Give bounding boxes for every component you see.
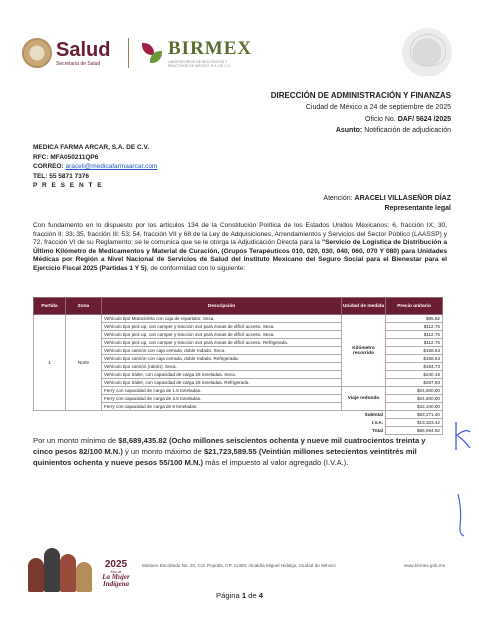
year-number: 2025: [104, 559, 128, 570]
desc-cell: Vehículo tipo tráiler, con capacidad de carga 25 toneladas. Refrigerada.: [102, 379, 342, 387]
page-number: Página 1 de 4: [216, 591, 263, 600]
direction-title: DIRECCIÓN DE ADMINISTRACIÓN Y FINANZAS: [270, 91, 451, 100]
recipient-rfc: RFC: MFA050211QP6: [33, 153, 99, 161]
iva-row: [34, 419, 443, 427]
table-row: [34, 315, 443, 323]
header-zona: Zona: [66, 298, 102, 315]
birmex-logo-subtitle: LABORATORIOS DE BIOLÓGICOS Y REACTIVOS DE MÉXICO, S.A. DE C.V.: [168, 60, 231, 68]
header-unidad: Unidad de medida: [342, 298, 386, 315]
iva-label: I.V.A.: [371, 420, 383, 425]
footer-address: Mariano Escobedo No. 20, Col. Popotla, CP. 11400, Alcaldía Miguel Hidalgo, Ciudad de México: [142, 563, 336, 568]
recipient-block: [33, 143, 157, 191]
salud-logo-subtitle: Secretaría de Salud: [56, 60, 101, 67]
initial-mark-icon: [450, 418, 474, 456]
unit-km-cell: Kilómetro recorrido: [342, 315, 386, 387]
price-cell: $32,340.00: [386, 403, 443, 411]
asunto-line: [336, 127, 451, 134]
header-divider: [128, 38, 129, 68]
eagle-watermark-icon: [398, 24, 456, 76]
year-subtitle: Año de: [110, 570, 122, 574]
price-cell: $24,800.00: [386, 395, 443, 403]
attention-block: [323, 194, 451, 213]
price-cell: $184.73: [386, 363, 443, 371]
price-cell: $112.75: [386, 323, 443, 331]
birmex-leaf-icon: [140, 41, 164, 67]
partida-cell: 1: [34, 315, 66, 411]
desc-cell: Ferry con capacidad de carga de 3.5 toneladas.: [102, 395, 342, 403]
service-name: "Servicio de Logística de Distribución a Último Kilómetro de Medicamentos y Material de Curación, (Grupos Terapéuticos 010, 020, 030, 040, 060, 070 Y 080) para Unidades Médicas por Región a Nivel Nacional de Servicios de Salud del Instituto Mexicano del Seguro Social para el Bienestar para el Ejercicio Fiscal 2025 (Partidas 1 Y 5): [33, 239, 447, 272]
price-cell: $112.75: [386, 339, 443, 347]
body-closing: , de conformidad con lo siguiente:: [146, 264, 246, 272]
iva-value: $13,323.42: [386, 419, 443, 427]
oficio-label: Oficio No.: [365, 116, 398, 123]
header-precio: Precio unitario: [386, 298, 443, 315]
desc-cell: Ferry con capacidad de carga de 1.5 toneladas.: [102, 387, 342, 395]
year-line-2: Indígena: [102, 580, 130, 588]
desc-cell: Vehículo tipo pick up, con camper y tracción 4x4 para zonas de difícil acceso. Seca.: [102, 323, 342, 331]
header-descripcion: Descripción: [102, 298, 342, 315]
recipient-email-link[interactable]: araceli@medicafarmaarcar.com: [65, 163, 158, 171]
desc-cell: Vehículo tipo Motocicleta con caja de repartidor. Seca.: [102, 315, 342, 323]
minimum-amount: $8,689,435.82 (Ocho millones seiscientos ochenta y nueve mil cuatrocientos treinta y cinco pesos 82/100 M.N.): [33, 436, 426, 456]
price-cell: $112.75: [386, 331, 443, 339]
body-intro: Con fundamento en lo dispuesto por los artículos 134 de la Constitución Política de los Estados Unidos Mexicanos; 6, fracción IX; 30, fracción II; 33; 35, fracción III; 53; 54, fracción VII y 68 de la Ley de Adquisiciones, Arrendamientos y Servicios del Sector Público (LAASSP) y 72, fracción VI de su Reglamento; se le comunica que se le otorga la Adjudicación Directa para la: [33, 222, 447, 247]
unit-trip-cell: Viaje redondo: [342, 387, 386, 411]
amount-paragraph: Por un monto mínimo de $8,689,435.82 (Ocho millones seiscientos ochenta y nueve mil cuatrocientos treinta y cinco pesos 82/100 M.N.) y un monto máximo de $21,723,589.55 (Veintiún millones setecientos veintitrés mil quinientos ochenta y nueve pesos 55/100 M.N.) más el impuesto al valor agregado (I.V.A.).: [33, 436, 426, 467]
recipient-email-line: CORREO: araceli@medicafarmaarcar.com: [33, 163, 158, 171]
year-badge: [96, 560, 136, 588]
desc-cell: Vehículo tipo camión con caja cerrada, doble rodado. Refrigerada.: [102, 355, 342, 363]
recipient-phone: TEL: 55 5871 7376: [33, 172, 90, 180]
zona-cell: Norte: [66, 315, 102, 411]
year-line-1: La Mujer: [102, 573, 130, 581]
footer-website: www.birmex.gob.mx: [403, 563, 445, 568]
subtotal-label: Subtotal: [364, 412, 383, 418]
body-paragraph: [33, 222, 447, 274]
attention-name: ARACELI VILLASEÑOR DÍAZ: [354, 195, 451, 202]
signature-stroke-icon: [452, 490, 472, 540]
desc-cell: Ferry con capacidad de carga de 8 toneladas.: [102, 403, 342, 411]
total-value: $96,594.82: [386, 427, 443, 435]
asunto-label: Asunto:: [335, 127, 363, 134]
page-current: 1: [241, 591, 247, 600]
header-partida: Partida: [34, 298, 66, 315]
subtotal-value: $83,271.40: [386, 411, 443, 419]
oficio-line: [365, 116, 451, 123]
date-line: Ciudad de México a 24 de septiembre de 2025: [305, 104, 451, 111]
desc-cell: Vehículo tipo pick up, con camper y tracción 4x4 para zonas de difícil acceso. Seca.: [102, 331, 342, 339]
indigenous-women-illustration: [26, 546, 96, 592]
attention-role: Representante legal: [384, 204, 451, 212]
salud-logo-text: Salud: [56, 38, 111, 61]
table-header-row: [34, 298, 443, 315]
asunto-value: Notificación de adjudicación: [362, 127, 451, 134]
desc-cell: Vehículo tipo pick up, con camper y tracción 4x4 para zonas de difícil acceso. Refrigerada.: [102, 339, 342, 347]
attention-label: Atención:: [323, 195, 355, 202]
desc-cell: Vehículo tipo camión (rabón). Seca.: [102, 363, 342, 371]
birmex-logo: [140, 40, 252, 68]
subtotal-row: [34, 411, 443, 419]
total-label: Total: [372, 428, 383, 433]
price-cell: $267.93: [386, 379, 443, 387]
presente-label: P R E S E N T E: [33, 182, 104, 190]
price-cell: $95.82: [386, 315, 443, 323]
total-row: [34, 427, 443, 435]
salud-logo: [22, 38, 110, 68]
recipient-company: MEDICA FARMA ARCAR, S.A. DE C.V.: [33, 144, 150, 151]
maximum-amount: $21,723,589.55 (Veintiún millones setecientos veintitrés mil quinientos ochenta y nueve pesos 55/100 M.N.): [33, 447, 417, 467]
desc-cell: Vehículo tipo camión con caja cerrada, doble rodado. Seca.: [102, 347, 342, 355]
price-cell: $158.63: [386, 347, 443, 355]
birmex-logo-text: BIRMEX: [168, 38, 253, 59]
government-seal-icon: [22, 38, 52, 68]
price-cell: $158.63: [386, 355, 443, 363]
price-cell: $24,800.00: [386, 387, 443, 395]
pricing-table: [33, 297, 442, 435]
oficio-number: DAF/ 5624 /2025: [397, 116, 451, 123]
page-total: 4: [258, 591, 263, 600]
price-cell: $240.16: [386, 371, 443, 379]
desc-cell: Vehículo tipo tráiler, con capacidad de carga 25 toneladas. Seca.: [102, 371, 342, 379]
